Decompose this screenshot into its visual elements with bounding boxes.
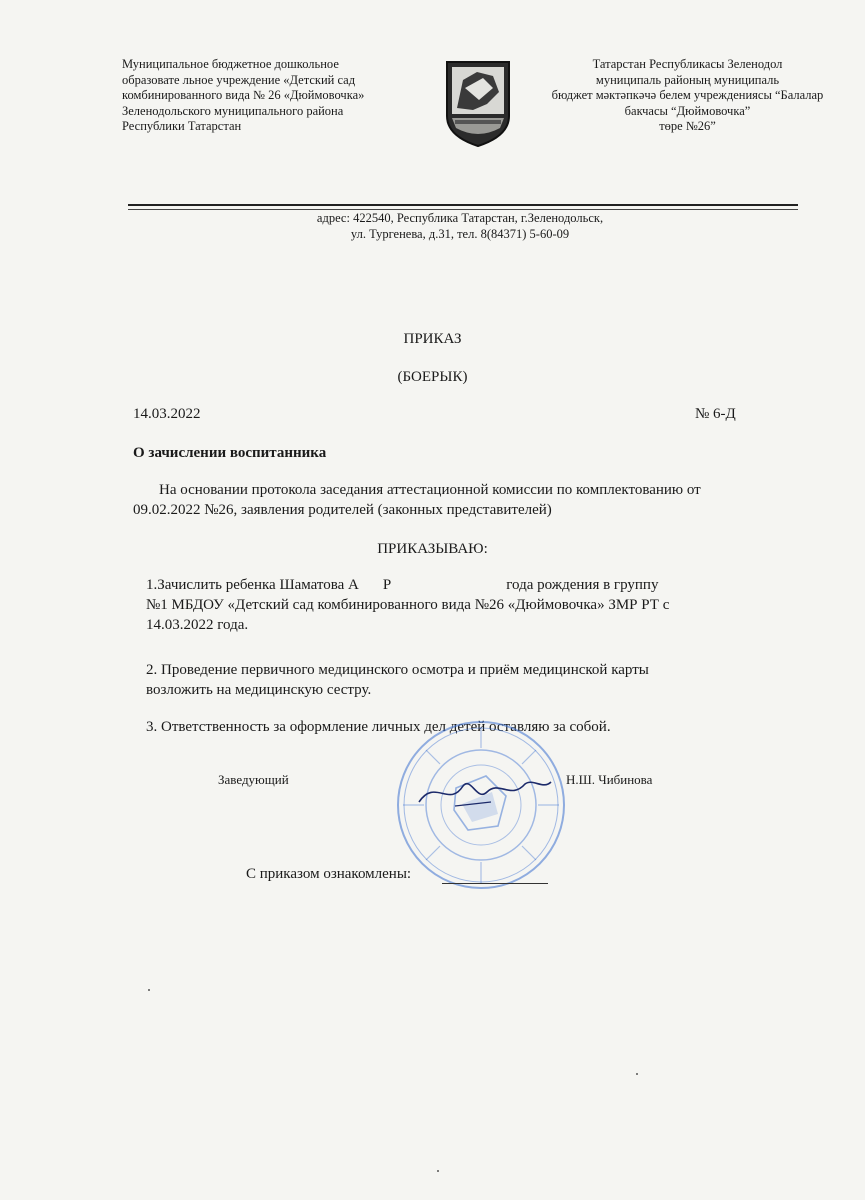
basis-line-1: На основании протокола заседания аттестационной комиссии по комплектованию от	[159, 482, 701, 498]
basis-paragraph	[133, 480, 801, 520]
order-item-2	[146, 660, 786, 700]
header-right-institution	[520, 57, 855, 135]
header-left-institution	[122, 57, 422, 135]
order-item-2-line-1: 2. Проведение первичного медицинского осмотра и приём медицинской карты	[146, 662, 649, 678]
address-line-2: ул. Тургенева, д.31, тел. 8(84371) 5-60-09	[350, 227, 570, 241]
header-right-line: төре №26”	[659, 119, 716, 133]
header-divider-thick	[128, 204, 798, 206]
acknowledgement-signature-line	[442, 883, 548, 884]
document-title: ПРИКАЗ	[403, 331, 462, 347]
scan-speck	[148, 989, 150, 991]
order-item-3: 3. Ответственность за оформление личных дел детей оставляю за собой.	[146, 719, 611, 735]
document-title-tatar: (БОЕРЫК)	[397, 369, 468, 385]
document-subject: О зачислении воспитанника	[133, 445, 327, 461]
signatory-role: Заведующий	[218, 772, 289, 787]
order-item-1-line-2: №1 МБДОУ «Детский сад комбинированного вида №26 «Дюймовочка» ЗМР РТ с	[146, 597, 670, 613]
order-item-1-line-3: 14.03.2022 года.	[146, 617, 249, 633]
address-block	[260, 210, 660, 242]
header-left-line: Муниципальное бюджетное дошкольное	[122, 57, 339, 71]
signatory-name: Н.Ш. Чибинова	[566, 772, 653, 787]
acknowledgement-label: С приказом ознакомлены:	[246, 866, 412, 882]
header-left-line: комбинированного вида № 26 «Дюймовочка»	[122, 88, 365, 102]
document-date: 14.03.2022	[133, 406, 201, 422]
header-right-line: бюджет мәктәпкәчә белем учреждениясы “Балалар	[551, 88, 824, 102]
address-line-1: адрес: 422540, Республика Татарстан, г.Зеленодольск,	[316, 211, 604, 225]
header-left-line: Зеленодольского муниципального района	[122, 103, 344, 118]
order-item-1-text-a: 1.Зачислить ребенка Шаматова А	[146, 577, 359, 593]
order-item-1-text-c: года рождения в группу	[506, 577, 659, 593]
order-item-1	[146, 575, 786, 635]
order-heading: ПРИКАЗЫВАЮ:	[377, 541, 488, 557]
header-right-line: Татарстан Республикасы Зеленодол	[592, 57, 783, 71]
header-left-line: Республики Татарстан	[122, 119, 242, 133]
header-right-line: муниципаль районың муниципаль	[595, 72, 780, 87]
header-right-line: бакчасы “Дюймовочка”	[624, 103, 751, 118]
document-number: № 6-Д	[695, 406, 736, 422]
scan-speck	[437, 1170, 439, 1172]
basis-line-2: 09.02.2022 №26, заявления родителей (законных представителей)	[133, 502, 552, 518]
order-item-1-text-b: Р	[382, 577, 392, 593]
handwritten-signature-icon	[415, 772, 555, 812]
scan-speck	[636, 1073, 638, 1075]
header-left-line: образовате льное учреждение «Детский сад	[122, 72, 356, 87]
order-item-2-line-2: возложить на медицинскую сестру.	[146, 682, 372, 698]
order-item-1-line-1	[146, 575, 786, 595]
municipal-coat-of-arms-icon	[443, 58, 513, 148]
